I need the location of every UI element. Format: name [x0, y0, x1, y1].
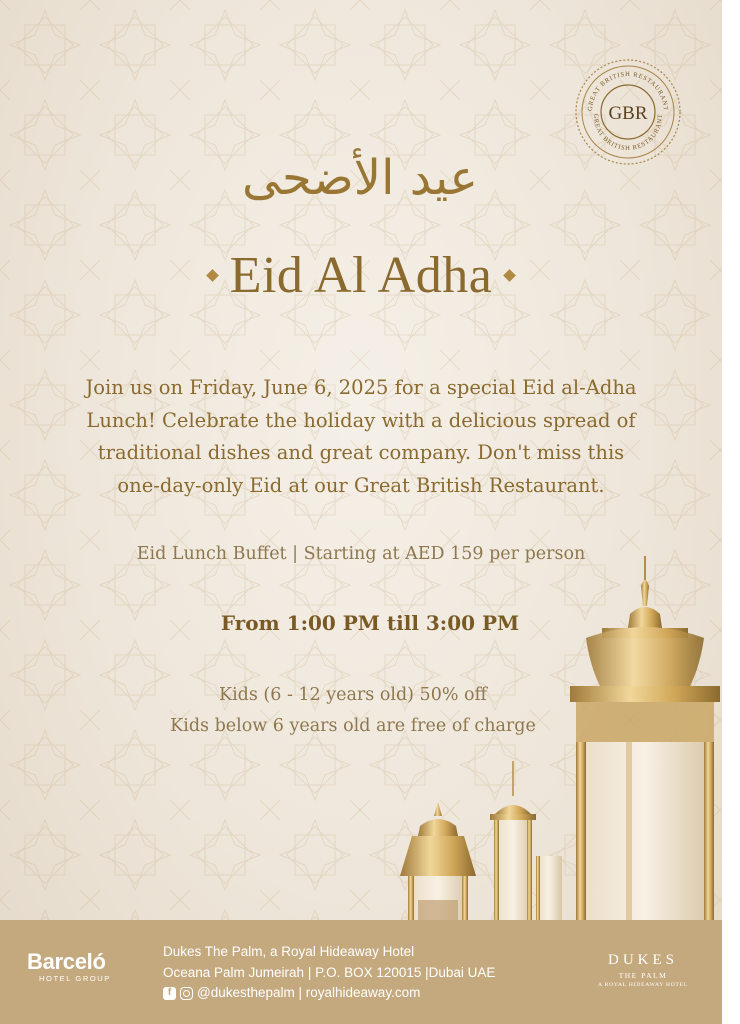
dukes-sub-2: A ROYAL HIDEAWAY HOTEL: [597, 982, 689, 988]
event-timing: From 1:00 PM till 3:00 PM: [220, 611, 520, 635]
dukes-sub-1: THE PALM: [618, 971, 668, 980]
decorative-diamond-icon: [206, 269, 219, 282]
address-line-2: Oceana Palm Jumeirah | P.O. BOX 120015 |Dubai UAE: [163, 964, 496, 980]
page-title: Eid Al Adha: [229, 247, 493, 304]
dukes-name: DUKES: [607, 952, 678, 968]
kids-discount: Kids (6 - 12 years old) 50% off: [219, 685, 487, 705]
kids-free: Kids below 6 years old are free of charge: [170, 716, 536, 736]
footer: [0, 920, 722, 1024]
gbr-logo: [572, 56, 684, 168]
dukes-logo: [588, 952, 698, 988]
barcelo-logo: [27, 950, 111, 983]
decorative-diamond-icon: [504, 269, 517, 282]
logo-ring-text-top: GREAT BRITISH RESTAURANT: [586, 70, 670, 112]
brand-sub: HOTEL GROUP: [39, 974, 111, 983]
facebook-icon[interactable]: f: [163, 987, 176, 1000]
lantern-illustration: [390, 556, 722, 922]
brand-name: Barceló: [27, 949, 106, 974]
social-handle[interactable]: @dukesthepalm | royalhideaway.com: [197, 985, 421, 1000]
title-row: [0, 246, 722, 305]
intro-line: Join us on Friday, June 6, 2025 for a special Eid al-Adha: [85, 376, 637, 399]
logo-center-text: GBR: [608, 103, 648, 124]
logo-ring-text-bottom: GREAT BRITISH RESTAURANT: [591, 113, 665, 152]
instagram-icon[interactable]: [180, 987, 193, 1000]
intro-paragraph: [58, 372, 664, 502]
arabic-greeting-text: عيد الأضحى: [241, 150, 479, 206]
buffet-price: Eid Lunch Buffet | Starting at AED 159 per person: [136, 544, 586, 564]
hotel-address: [163, 942, 495, 1004]
arabic-calligraphy: [241, 122, 479, 226]
social-row: [163, 983, 495, 1004]
intro-line: one-day-only Eid at our Great British Restaurant.: [117, 473, 605, 497]
intro-line: traditional dishes and great company. Don't miss this: [97, 441, 625, 464]
address-line-1: Dukes The Palm, a Royal Hideaway Hotel: [163, 944, 415, 959]
intro-line: Lunch! Celebrate the holiday with a delicious spread of: [86, 408, 636, 432]
